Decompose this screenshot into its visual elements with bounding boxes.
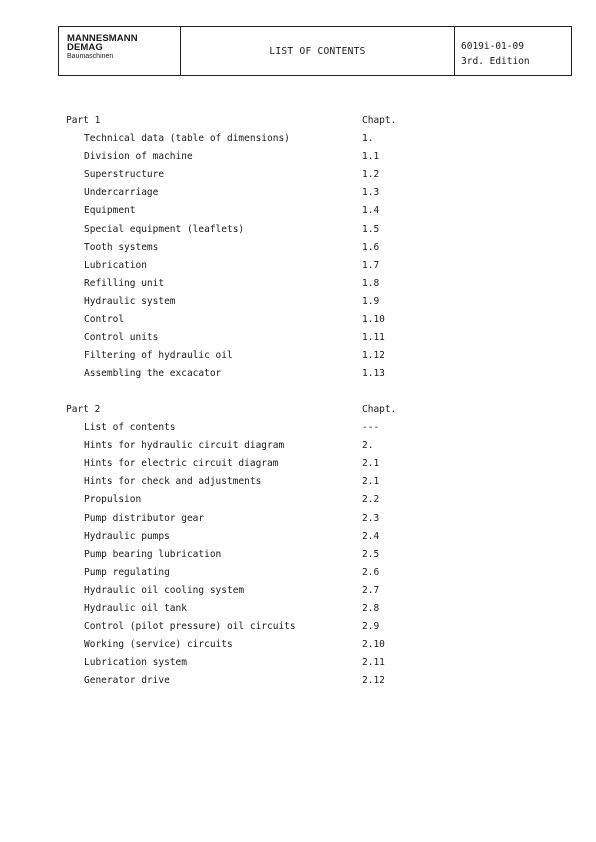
contents-entry bbox=[66, 654, 446, 672]
entry-title: Generator drive bbox=[84, 675, 170, 687]
document-title: LIST OF CONTENTS bbox=[181, 27, 455, 75]
contents-entry bbox=[66, 293, 446, 311]
entry-title: Equipment bbox=[84, 205, 136, 217]
contents-entry bbox=[66, 419, 446, 437]
contents-entry bbox=[66, 546, 446, 564]
entry-title: Hydraulic system bbox=[84, 295, 176, 307]
contents-entry bbox=[66, 166, 446, 184]
entry-chapter: 1.7 bbox=[362, 259, 380, 271]
contents-entry bbox=[66, 221, 446, 239]
entry-title: Control bbox=[84, 314, 125, 326]
contents-entry bbox=[66, 329, 446, 347]
entry-title: Special equipment (leaflets) bbox=[84, 223, 245, 235]
contents-entry bbox=[66, 365, 446, 383]
entry-chapter: 2.12 bbox=[362, 675, 385, 687]
entry-title: Superstructure bbox=[84, 169, 165, 181]
entry-title: Pump distributor gear bbox=[84, 512, 205, 524]
entry-title: Hydraulic pumps bbox=[84, 530, 170, 542]
entry-chapter: 1.4 bbox=[362, 205, 380, 217]
entry-chapter: 2.11 bbox=[362, 657, 385, 669]
entry-title: Pump regulating bbox=[84, 566, 170, 578]
part-heading bbox=[66, 401, 446, 419]
entry-chapter: 1.12 bbox=[362, 350, 385, 362]
entry-title: List of contents bbox=[84, 422, 176, 434]
entry-title: Assembling the excacator bbox=[84, 368, 222, 380]
entry-chapter: --- bbox=[362, 422, 380, 434]
contents-entry bbox=[66, 528, 446, 546]
entry-chapter: 2.4 bbox=[362, 530, 380, 542]
entry-title: Undercarriage bbox=[84, 187, 159, 199]
entry-title: Hints for electric circuit diagram bbox=[84, 458, 279, 470]
contents-entry bbox=[66, 239, 446, 257]
entry-title: Control units bbox=[84, 332, 159, 344]
entry-chapter: 1.9 bbox=[362, 295, 380, 307]
entry-title: Filtering of hydraulic oil bbox=[84, 350, 233, 362]
entry-chapter: 2.6 bbox=[362, 566, 380, 578]
entry-chapter: 1.5 bbox=[362, 223, 380, 235]
entry-chapter: 2.10 bbox=[362, 639, 385, 651]
logo-mannesmann: MANNESMANN bbox=[67, 33, 138, 44]
contents-entry bbox=[66, 672, 446, 690]
contents-entry bbox=[66, 564, 446, 582]
contents-entry bbox=[66, 257, 446, 275]
document-number: 6019i-01-09 bbox=[461, 41, 524, 52]
entry-title: Lubrication system bbox=[84, 657, 187, 669]
contents-entry bbox=[66, 491, 446, 509]
entry-chapter: 2.8 bbox=[362, 603, 380, 615]
part-title: Part 2 bbox=[66, 404, 101, 415]
part-title: Part 1 bbox=[66, 115, 101, 126]
entry-title: Tooth systems bbox=[84, 241, 159, 253]
entry-chapter: 2.1 bbox=[362, 458, 380, 470]
contents-entry bbox=[66, 437, 446, 455]
logo-demag: DEMAG bbox=[67, 42, 103, 53]
entry-title: Hydraulic oil cooling system bbox=[84, 584, 245, 596]
entry-title: Working (service) circuits bbox=[84, 639, 233, 651]
contents-entry bbox=[66, 455, 446, 473]
contents-entry bbox=[66, 618, 446, 636]
chapter-column-header: Chapt. bbox=[362, 404, 397, 415]
entry-title: Hints for check and adjustments bbox=[84, 476, 262, 488]
entry-chapter: 2.1 bbox=[362, 476, 380, 488]
entry-title: Hydraulic oil tank bbox=[84, 603, 187, 615]
company-logo bbox=[59, 27, 181, 75]
entry-title: Propulsion bbox=[84, 494, 142, 506]
entry-chapter: 2.9 bbox=[362, 621, 380, 633]
entry-title: Hints for hydraulic circuit diagram bbox=[84, 440, 285, 452]
contents-entry bbox=[66, 275, 446, 293]
entry-title: Lubrication bbox=[84, 259, 147, 271]
entry-chapter: 2.5 bbox=[362, 548, 380, 560]
entry-chapter: 1.6 bbox=[362, 241, 380, 253]
entry-chapter: 1.3 bbox=[362, 187, 380, 199]
entry-chapter: 1.8 bbox=[362, 277, 380, 289]
contents-entry bbox=[66, 184, 446, 202]
entry-chapter: 1.13 bbox=[362, 368, 385, 380]
part-heading bbox=[66, 112, 446, 130]
entry-chapter: 2.2 bbox=[362, 494, 380, 506]
contents-entry bbox=[66, 636, 446, 654]
contents-entry bbox=[66, 148, 446, 166]
entry-chapter: 1. bbox=[362, 133, 374, 145]
entry-title: Refilling unit bbox=[84, 277, 165, 289]
contents-entry bbox=[66, 600, 446, 618]
entry-chapter: 2. bbox=[362, 440, 374, 452]
contents-entry bbox=[66, 473, 446, 491]
contents-entry bbox=[66, 582, 446, 600]
entry-chapter: 1.1 bbox=[362, 151, 380, 163]
entry-chapter: 2.3 bbox=[362, 512, 380, 524]
entry-chapter: 2.7 bbox=[362, 584, 380, 596]
entry-chapter: 1.10 bbox=[362, 314, 385, 326]
contents-entry bbox=[66, 202, 446, 220]
logo-subtitle: Baumaschinen bbox=[67, 53, 114, 60]
contents-entry bbox=[66, 311, 446, 329]
document-header bbox=[58, 26, 572, 76]
entry-title: Technical data (table of dimensions) bbox=[84, 133, 290, 145]
chapter-column-header: Chapt. bbox=[362, 115, 397, 126]
contents-entry bbox=[66, 130, 446, 148]
entry-title: Division of machine bbox=[84, 151, 193, 163]
entry-chapter: 1.2 bbox=[362, 169, 380, 181]
contents-entry bbox=[66, 347, 446, 365]
part-2-section bbox=[66, 401, 446, 691]
document-id-block bbox=[455, 27, 571, 75]
entry-title: Pump bearing lubrication bbox=[84, 548, 222, 560]
contents-entry bbox=[66, 510, 446, 528]
entry-title: Control (pilot pressure) oil circuits bbox=[84, 621, 296, 633]
document-edition: 3rd. Edition bbox=[461, 56, 530, 67]
entry-chapter: 1.11 bbox=[362, 332, 385, 344]
part-1-section bbox=[66, 112, 446, 383]
